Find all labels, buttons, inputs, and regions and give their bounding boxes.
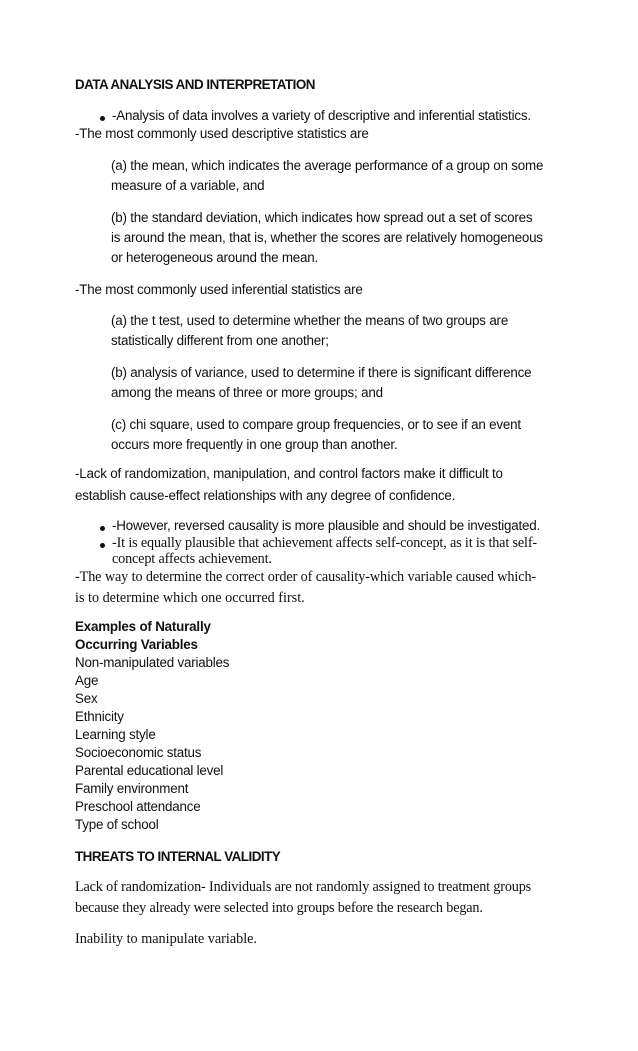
example-item: Age	[75, 673, 99, 688]
lack-para-line1: -Lack of randomization, manipulation, and control factors make it difficult to	[75, 466, 503, 481]
desc-b-line1: (b) the standard deviation, which indicates how spread out a set of scores	[111, 210, 533, 225]
inf-b-line1: (b) analysis of variance, used to determine if there is significant difference	[111, 365, 532, 380]
examples-heading-line2: Occurring Variables	[75, 637, 198, 652]
inability-line: Inability to manipulate variable.	[75, 931, 258, 947]
heading-threats: THREATS TO INTERNAL VALIDITY	[75, 849, 281, 864]
example-item: Type of school	[75, 817, 159, 832]
bullet-reversed-causality: -However, reversed causality is more plausible and should be investigated.	[112, 518, 541, 533]
bullet-analysis: -Analysis of data involves a variety of descriptive and inferential statistics.	[112, 108, 531, 123]
bullet-self-concept-line1: -It is equally plausible that achievement affects self-concept, as it is that self-	[112, 535, 537, 551]
desc-a-line1: (a) the mean, which indicates the average performance of a group on some	[111, 158, 544, 173]
bullet-self-concept-line2: concept affects achievement.	[112, 551, 272, 567]
lack-rand-line2: because they already were selected into groups before the research began.	[75, 900, 483, 916]
examples-heading-line1: Examples of Naturally	[75, 619, 211, 634]
bullet-dot	[100, 116, 105, 121]
heading-data-analysis: DATA ANALYSIS AND INTERPRETATION	[75, 77, 315, 92]
inf-a-line1: (a) the t test, used to determine whether the means of two groups are	[111, 313, 509, 328]
example-item: Ethnicity	[75, 709, 124, 724]
way-para-line1: -The way to determine the correct order of causality-which variable caused which-	[75, 569, 537, 585]
inf-a-line2: statistically different from one another;	[111, 333, 329, 348]
desc-b-line2: is around the mean, that is, whether the scores are relatively homogeneous	[111, 230, 543, 245]
lack-rand-line1: Lack of randomization- Individuals are not randomly assigned to treatment groups	[75, 879, 532, 895]
bullet-dot	[100, 526, 105, 531]
example-item: Learning style	[75, 727, 156, 742]
inferential-intro: -The most commonly used inferential statistics are	[75, 282, 363, 297]
descriptive-intro: -The most commonly used descriptive statistics are	[75, 126, 369, 141]
example-item: Preschool attendance	[75, 799, 201, 814]
inf-c-line1: (c) chi square, used to compare group frequencies, or to see if an event	[111, 417, 521, 432]
inf-c-line2: occurs more frequently in one group than another.	[111, 437, 398, 452]
example-item: Sex	[75, 691, 98, 706]
example-item: Non-manipulated variables	[75, 655, 230, 670]
bullet-dot	[100, 543, 105, 548]
inf-b-line2: among the means of three or more groups; and	[111, 385, 383, 400]
example-item: Socioeconomic status	[75, 745, 202, 760]
way-para-line2: is to determine which one occurred first.	[75, 590, 305, 606]
example-item: Family environment	[75, 781, 189, 796]
desc-a-line2: measure of a variable, and	[111, 178, 265, 193]
lack-para-line2: establish cause-effect relationships with any degree of confidence.	[75, 488, 456, 503]
desc-b-line3: or heterogeneous around the mean.	[111, 250, 319, 265]
example-item: Parental educational level	[75, 763, 224, 778]
